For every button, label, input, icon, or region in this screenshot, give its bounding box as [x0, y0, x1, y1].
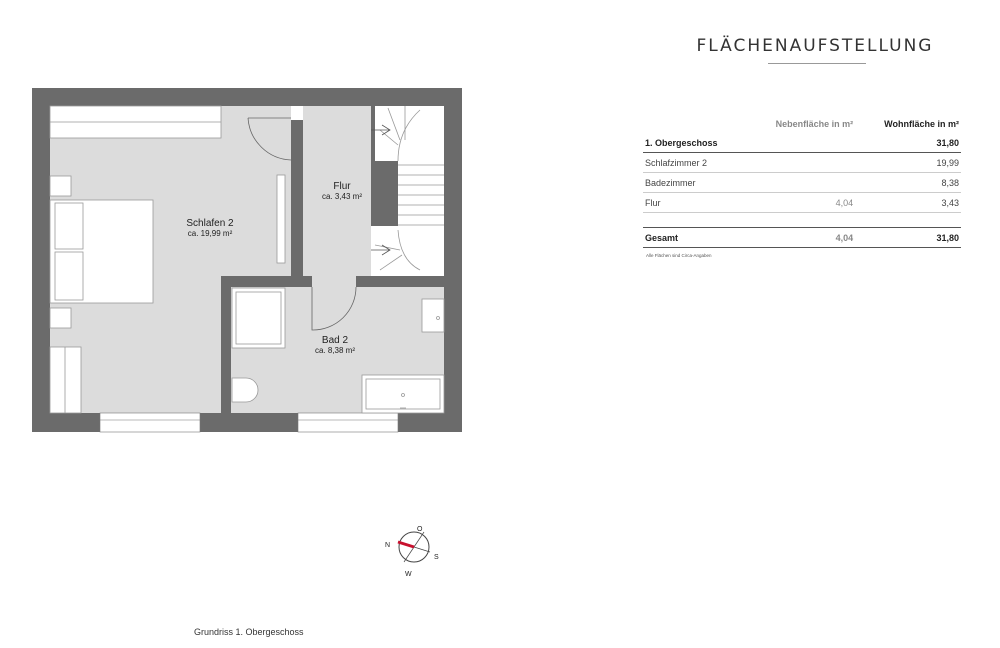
table-row	[643, 153, 961, 173]
page-title: FLÄCHENAUFSTELLUNG	[696, 36, 934, 56]
total-name: Gesamt	[643, 228, 746, 248]
inner-wall	[221, 276, 231, 413]
floor-neben	[746, 133, 855, 153]
room-name: Flur	[333, 181, 351, 192]
compass-n: N	[385, 542, 391, 549]
table-header-room	[643, 114, 746, 133]
table-header-wohn: Wohnfläche in m²	[884, 118, 959, 129]
door-opening	[291, 106, 303, 120]
room-name: Bad 2	[321, 335, 349, 346]
compass-icon	[378, 522, 448, 582]
room-label-hall	[307, 181, 377, 201]
inner-wall	[356, 276, 444, 287]
room-neben: 4,04	[746, 193, 855, 213]
room-name: Flur	[643, 193, 746, 213]
table-header-neben: Nebenfläche in m²	[775, 118, 854, 129]
compass-w: W	[405, 571, 412, 578]
compass-s: S	[434, 554, 439, 561]
room-neben	[746, 153, 855, 173]
floor-name: 1. Obergeschoss	[643, 133, 746, 153]
inner-wall	[221, 276, 312, 287]
room-area: ca. 19,99 m²	[187, 229, 233, 238]
title-underline	[768, 63, 866, 64]
table-header-row	[643, 114, 961, 133]
table-row	[643, 173, 961, 193]
compass-axis	[414, 547, 430, 552]
table-row	[643, 193, 961, 213]
room-label-bath	[300, 335, 370, 355]
footnote: Alle Flächen sind Circa-Angaben	[646, 253, 712, 258]
room-name: Schlafzimmer 2	[643, 153, 746, 173]
total-neben: 4,04	[746, 228, 855, 248]
room-neben	[746, 173, 855, 193]
inner-wall	[291, 120, 303, 276]
floor-wohn: 31,80	[855, 133, 961, 153]
plan-caption: Grundriss 1. Obergeschoss	[194, 627, 304, 637]
table-total-row	[643, 228, 961, 248]
room-wohn: 19,99	[855, 153, 961, 173]
room-wohn: 3,43	[855, 193, 961, 213]
table-floor-row	[643, 133, 961, 153]
room-area: ca. 8,38 m²	[314, 346, 355, 355]
room-area: ca. 3,43 m²	[321, 192, 362, 201]
room-label-bedroom	[165, 218, 255, 238]
room-wohn: 8,38	[855, 173, 961, 193]
stair-wall	[371, 106, 375, 161]
room-name: Badezimmer	[643, 173, 746, 193]
area-table	[643, 114, 961, 248]
total-wohn: 31,80	[855, 228, 961, 248]
compass-needle	[398, 542, 414, 547]
room-name: Schlafen 2	[186, 218, 234, 229]
compass-o: O	[417, 526, 423, 533]
table-spacer	[643, 213, 961, 228]
